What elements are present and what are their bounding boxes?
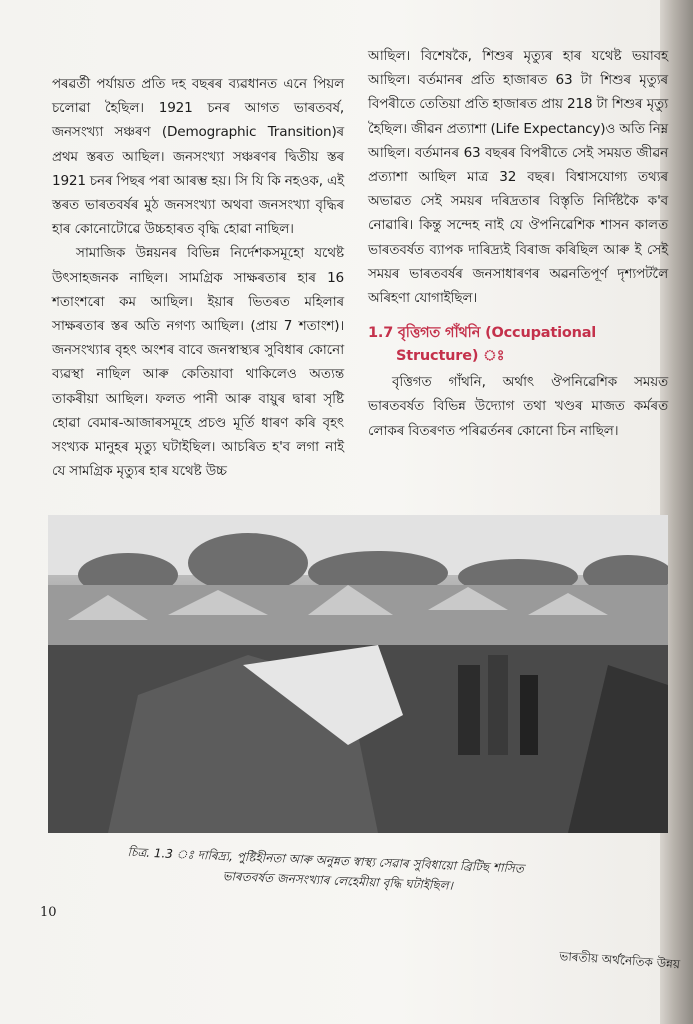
photo-illustration xyxy=(48,515,668,833)
section-heading xyxy=(368,322,668,368)
paragraph: পৰৱৰ্তী পৰ্যায়ত প্ৰতি দহ বছৰৰ ব্যৱধানত এনে পিয়ল চলোৱা হৈছিল। 1921 চনৰ আগত ভাৰতবৰ্ষ, জনসংখ্যা সঞ্চৰণ (Demographic Transition)ৰ প্ৰথম স্তৰত আছিল। জনসংখ্যা সঞ্চৰণৰ দ্বিতীয় স্তৰ 1921 চনৰ পিছৰ পৰা আৰম্ভ হয়। সি যি কি নহওক, এই স্তৰত ভাৰতবৰ্ষৰ মুঠ জনসংখ্যা অথবা জনসংখ্যা বৃদ্ধিৰ হাৰ কোনোটোৱে উচ্চহাৰত বৃদ্ধি হোৱা নাছিল। xyxy=(52,76,344,238)
caption-line: ভাৰতবৰ্ষত জনসংখ্যাৰ লেহেমীয়া বৃদ্ধি ঘটাইছিল। xyxy=(222,868,454,893)
figure-photo-refugee-camp xyxy=(48,515,668,833)
paragraph: আছিল। বিশেষকৈ, শিশুৰ মৃত্যুৰ হাৰ যথেষ্ট ভয়াবহ আছিল। বৰ্তমানৰ প্ৰতি হাজাৰত 63 টা শিশুৰ মৃত্যুৰ বিপৰীতে তেতিয়া প্ৰতি হাজাৰত প্ৰায় 218 টা শিশুৰ মৃত্যু হৈছিল। জীৱন প্ৰত্যাশা (Life Expectancy)ও অতি নিম্ন আছিল। বৰ্তমানৰ 63 বছৰৰ বিপৰীতে সেই সময়ত জীৱন প্ৰত্যাশা আছিল মাত্ৰ 32 বছৰ। বিশ্বাসযোগ্য তথ্যৰ অভাৱত সেই সময়ৰ দৰিদ্ৰতাৰ বিস্তৃতি নিৰ্দিষ্টকৈ ক'ব নোৱাৰি। কিন্তু সন্দেহ নাই যে ঔপনিৱেশিক শাসন কালত ভাৰতবৰ্ষত ব্যাপক দাৰিদ্ৰ্যই বিৰাজ কৰিছিল আৰু ই সেই সময়ৰ ভাৰতবৰ্ষৰ জনসাধাৰণৰ অৱনতিপূৰ্ণ দৃশ্যপটলৈ অৰিহণা যোগাইছিল। xyxy=(368,48,668,307)
left-text-column xyxy=(52,72,344,483)
right-text-column xyxy=(368,44,668,443)
caption-line: চিত্ৰ. 1.3 ঃ দাৰিদ্ৰ্য, পুষ্টিহীনতা আৰু অনুন্নত স্বাস্থ্য সেৱাৰ সুবিধায়ো ব্ৰিটিছ শাসিত xyxy=(127,844,525,876)
section-heading-line: 1.7 বৃত্তিগত গাঁথনি (Occupational xyxy=(368,325,597,342)
page-number: 10 xyxy=(40,905,57,920)
running-footer-title: ভাৰতীয় অৰ্থনৈতিক উন্নয় xyxy=(558,948,681,972)
paragraph: বৃত্তিগত গাঁথনি, অৰ্থাৎ ঔপনিৱেশিক সময়ত ভাৰতবৰ্ষত বিভিন্ন উদ্যোগ তথা খণ্ডৰ মাজত কৰ্মৰত লোকৰ বিতৰণত পৰিৱৰ্তনৰ কোনো চিন নাছিল। xyxy=(368,374,668,439)
paragraph: সামাজিক উন্নয়নৰ বিভিন্ন নিৰ্দেশকসমূহো যথেষ্ট উৎসাহজনক নাছিল। সামগ্ৰিক সাক্ষৰতাৰ হাৰ 16 শতাংশৰো কম আছিল। ইয়াৰ ভিতৰত মহিলাৰ সাক্ষৰতাৰ স্তৰ অতি নগণ্য আছিল। (প্ৰায় 7 শতাংশ)। জনসংখ্যাৰ বৃহৎ অংশৰ বাবে জনস্বাস্থ্যৰ সুবিধাৰ কোনো ব্যৱস্থা নাছিল আৰু কেতিয়াবা থাকিলেও অত্যন্ত তাকৰীয়া আছিল। ফলত পানী আৰু বায়ুৰ দ্বাৰা সৃষ্টি হোৱা বেমাৰ-আজাৰসমূহে প্ৰচণ্ড মূৰ্তি ধাৰণ কৰি বৃহৎ সংখ্যক মানুহৰ মৃত্যু ঘটাইছিল। আচৰিত হ'ব লগা নাই যে সামগ্ৰিক মৃত্যুৰ হাৰ যথেষ্ট উচ্চ xyxy=(52,245,344,480)
section-heading-line: Structure) ঃ xyxy=(396,348,505,365)
